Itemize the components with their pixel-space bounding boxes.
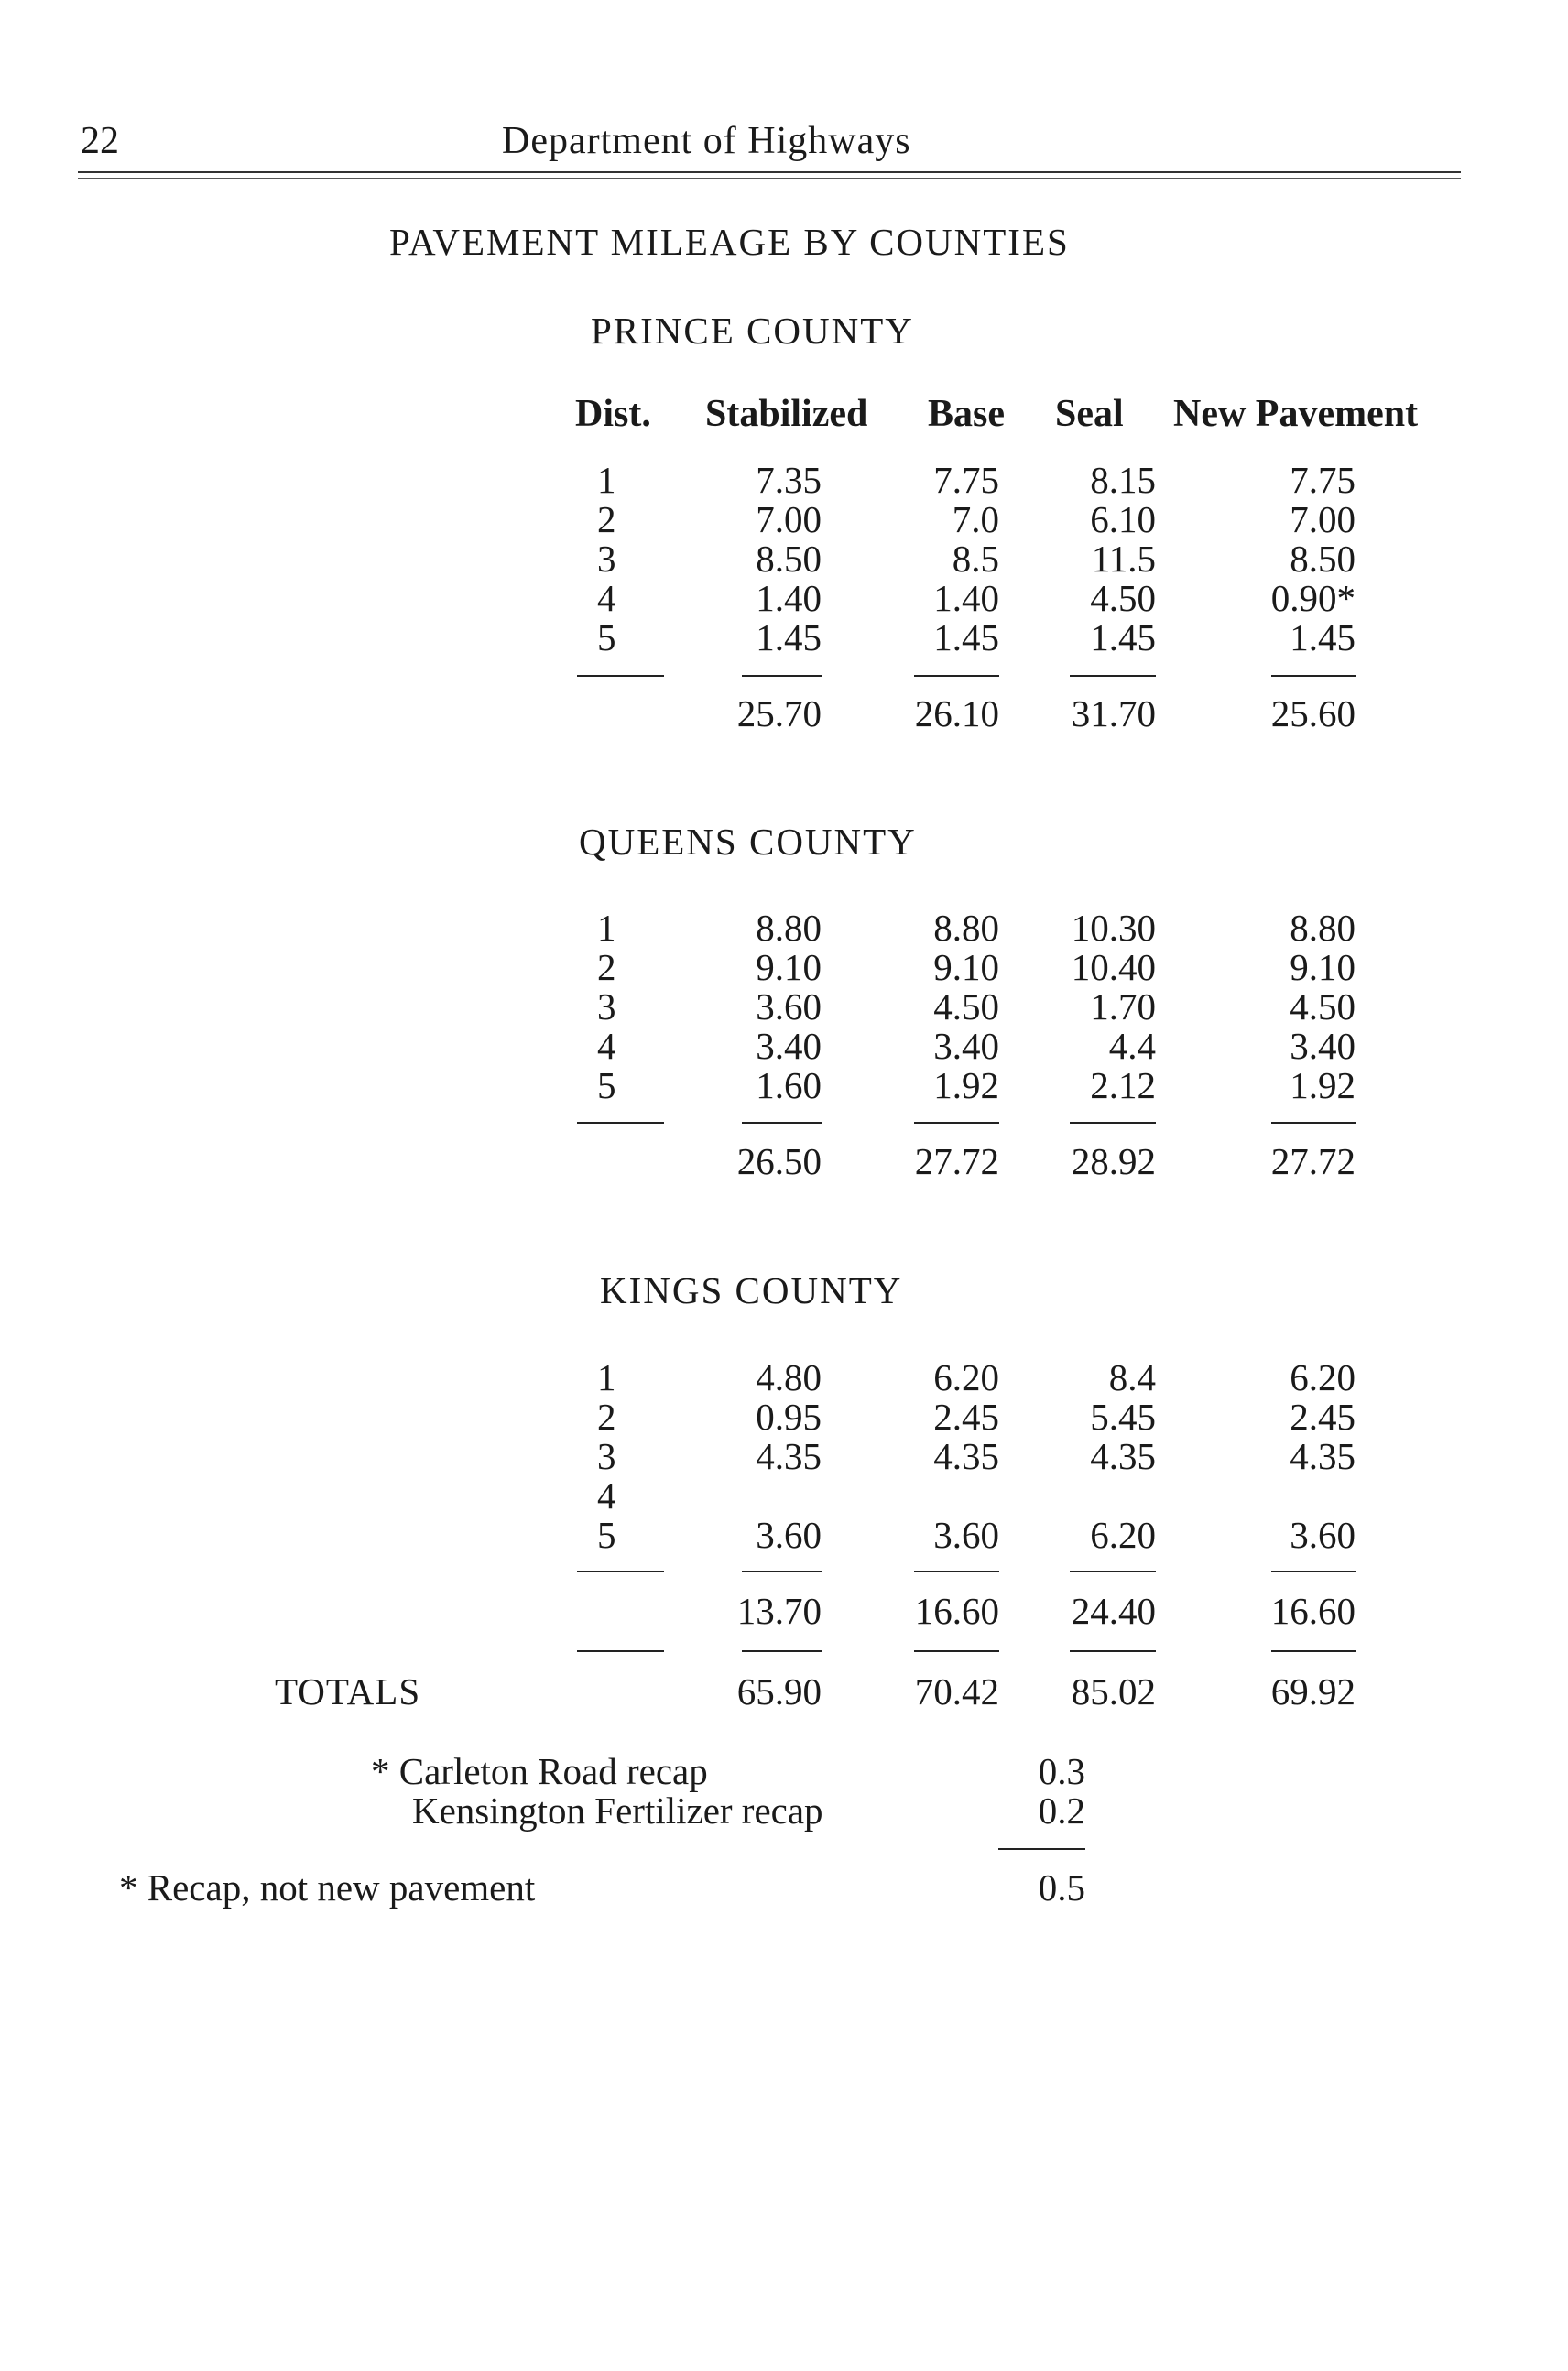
district-number: 4 bbox=[597, 577, 616, 619]
column-rule bbox=[914, 1571, 999, 1572]
table-cell: 6.10 bbox=[1090, 498, 1156, 540]
totals-rule bbox=[1070, 1650, 1156, 1652]
totals-rule bbox=[577, 1650, 664, 1652]
totals-rule bbox=[914, 1650, 999, 1652]
table-cell: 1.40 bbox=[756, 577, 822, 619]
district-number: 2 bbox=[597, 498, 616, 540]
table-cell: 7.00 bbox=[756, 498, 822, 540]
table-cell: 1.45 bbox=[756, 616, 822, 658]
table-cell: 4.35 bbox=[933, 1435, 999, 1477]
column-rule bbox=[1271, 675, 1356, 677]
county-title: PRINCE COUNTY bbox=[591, 310, 914, 352]
table-cell: 6.20 bbox=[1090, 1514, 1156, 1556]
table-cell: 1.92 bbox=[933, 1064, 999, 1106]
recap-item-label: Kensington Fertilizer recap bbox=[412, 1789, 823, 1832]
district-number: 4 bbox=[597, 1025, 616, 1067]
column-rule bbox=[1271, 1122, 1356, 1124]
district-number: 1 bbox=[597, 1356, 616, 1398]
table-cell: 10.30 bbox=[1071, 907, 1156, 949]
column-rule bbox=[1070, 675, 1156, 677]
subtotal-cell: 13.70 bbox=[736, 1590, 822, 1632]
subtotal-cell: 25.60 bbox=[1270, 692, 1356, 734]
column-rule bbox=[1070, 1571, 1156, 1572]
table-cell: 1.45 bbox=[1090, 616, 1156, 658]
district-number: 4 bbox=[597, 1474, 616, 1517]
table-cell: 2.12 bbox=[1090, 1064, 1156, 1106]
recap-item-value: 0.2 bbox=[1038, 1789, 1085, 1832]
table-cell: 8.50 bbox=[756, 538, 822, 580]
recap-item-value: 0.3 bbox=[1038, 1750, 1085, 1792]
table-cell: 6.20 bbox=[1290, 1356, 1356, 1398]
totals-cell: 69.92 bbox=[1270, 1670, 1356, 1713]
totals-rule bbox=[742, 1650, 822, 1652]
column-rule bbox=[742, 1571, 822, 1572]
table-cell: 4.35 bbox=[1290, 1435, 1356, 1477]
table-cell: 4.50 bbox=[1090, 577, 1156, 619]
column-rule bbox=[577, 1571, 664, 1572]
table-cell: 8.4 bbox=[1108, 1356, 1156, 1398]
table-cell: 1.40 bbox=[933, 577, 999, 619]
district-number: 2 bbox=[597, 946, 616, 988]
table-cell: 7.00 bbox=[1290, 498, 1356, 540]
subtotal-cell: 26.10 bbox=[914, 692, 999, 734]
table-cell: 8.80 bbox=[1290, 907, 1356, 949]
table-cell: 8.80 bbox=[933, 907, 999, 949]
table-cell: 7.75 bbox=[1290, 459, 1356, 501]
recap-total: 0.5 bbox=[1038, 1866, 1085, 1909]
table-cell: 4.50 bbox=[933, 985, 999, 1028]
district-number: 5 bbox=[597, 616, 616, 658]
district-number: 3 bbox=[597, 538, 616, 580]
table-cell: 8.50 bbox=[1290, 538, 1356, 580]
table-cell: 7.75 bbox=[933, 459, 999, 501]
table-cell: 9.10 bbox=[933, 946, 999, 988]
table-cell: 4.50 bbox=[1290, 985, 1356, 1028]
district-number: 1 bbox=[597, 459, 616, 501]
page-title: PAVEMENT MILEAGE BY COUNTIES bbox=[389, 221, 1070, 263]
table-cell: 3.40 bbox=[1290, 1025, 1356, 1067]
running-title: Department of Highways bbox=[502, 120, 911, 162]
subtotal-cell: 31.70 bbox=[1071, 692, 1156, 734]
column-rule bbox=[577, 675, 664, 677]
district-number: 1 bbox=[597, 907, 616, 949]
table-cell: 7.35 bbox=[756, 459, 822, 501]
column-rule bbox=[1271, 1571, 1356, 1572]
subtotal-cell: 26.50 bbox=[736, 1140, 822, 1182]
district-number: 5 bbox=[597, 1064, 616, 1106]
table-cell: 3.60 bbox=[756, 985, 822, 1028]
table-cell: 1.92 bbox=[1290, 1064, 1356, 1106]
table-cell: 3.60 bbox=[933, 1514, 999, 1556]
subtotal-cell: 25.70 bbox=[736, 692, 822, 734]
column-header-dist: Dist. bbox=[575, 393, 651, 435]
header-rule bbox=[78, 171, 1461, 173]
column-header-new-pavement: New Pavement bbox=[1173, 393, 1419, 435]
table-cell: 8.15 bbox=[1090, 459, 1156, 501]
table-cell: 1.45 bbox=[1290, 616, 1356, 658]
table-cell: 8.5 bbox=[952, 538, 999, 580]
district-number: 5 bbox=[597, 1514, 616, 1556]
district-number: 3 bbox=[597, 1435, 616, 1477]
county-title: QUEENS COUNTY bbox=[579, 821, 917, 863]
recap-item-label: * Carleton Road recap bbox=[371, 1750, 708, 1792]
county-title: KINGS COUNTY bbox=[600, 1269, 903, 1311]
table-cell: 2.45 bbox=[933, 1396, 999, 1438]
column-rule bbox=[1070, 1122, 1156, 1124]
header-rule-secondary bbox=[78, 178, 1461, 179]
table-cell: 9.10 bbox=[756, 946, 822, 988]
district-number: 3 bbox=[597, 985, 616, 1028]
district-number: 2 bbox=[597, 1396, 616, 1438]
table-cell: 4.35 bbox=[1090, 1435, 1156, 1477]
table-cell: 0.90* bbox=[1270, 577, 1356, 619]
table-cell: 3.40 bbox=[933, 1025, 999, 1067]
column-rule bbox=[914, 1122, 999, 1124]
totals-label: TOTALS bbox=[275, 1670, 421, 1713]
table-cell: 10.40 bbox=[1071, 946, 1156, 988]
recap-footnote: * Recap, not new pavement bbox=[119, 1866, 536, 1909]
column-rule bbox=[742, 675, 822, 677]
column-rule bbox=[742, 1122, 822, 1124]
totals-rule bbox=[1271, 1650, 1356, 1652]
column-header-base: Base bbox=[928, 393, 1005, 435]
table-cell: 3.40 bbox=[756, 1025, 822, 1067]
subtotal-cell: 27.72 bbox=[1270, 1140, 1356, 1182]
table-cell: 2.45 bbox=[1290, 1396, 1356, 1438]
column-rule bbox=[577, 1122, 664, 1124]
table-cell: 9.10 bbox=[1290, 946, 1356, 988]
column-header-stabilized: Stabilized bbox=[705, 393, 868, 435]
table-cell: 4.80 bbox=[756, 1356, 822, 1398]
subtotal-cell: 16.60 bbox=[914, 1590, 999, 1632]
table-cell: 4.4 bbox=[1108, 1025, 1156, 1067]
column-header-seal: Seal bbox=[1055, 393, 1124, 435]
table-cell: 5.45 bbox=[1090, 1396, 1156, 1438]
table-cell: 6.20 bbox=[933, 1356, 999, 1398]
page-number: 22 bbox=[81, 120, 119, 162]
recap-sum-rule bbox=[998, 1848, 1085, 1850]
column-rule bbox=[914, 675, 999, 677]
totals-cell: 85.02 bbox=[1071, 1670, 1156, 1713]
subtotal-cell: 27.72 bbox=[914, 1140, 999, 1182]
totals-cell: 70.42 bbox=[914, 1670, 999, 1713]
table-cell: 1.70 bbox=[1090, 985, 1156, 1028]
subtotal-cell: 28.92 bbox=[1071, 1140, 1156, 1182]
table-cell: 1.45 bbox=[933, 616, 999, 658]
table-cell: 0.95 bbox=[756, 1396, 822, 1438]
table-cell: 3.60 bbox=[756, 1514, 822, 1556]
table-cell: 4.35 bbox=[756, 1435, 822, 1477]
table-cell: 7.0 bbox=[952, 498, 999, 540]
table-cell: 11.5 bbox=[1091, 538, 1156, 580]
table-cell: 3.60 bbox=[1290, 1514, 1356, 1556]
subtotal-cell: 16.60 bbox=[1270, 1590, 1356, 1632]
table-cell: 8.80 bbox=[756, 907, 822, 949]
totals-cell: 65.90 bbox=[736, 1670, 822, 1713]
subtotal-cell: 24.40 bbox=[1071, 1590, 1156, 1632]
table-cell: 1.60 bbox=[756, 1064, 822, 1106]
